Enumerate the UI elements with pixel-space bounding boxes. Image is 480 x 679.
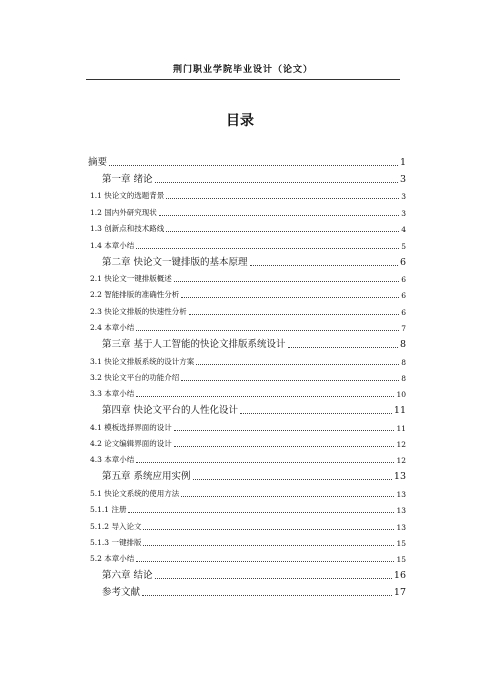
toc-entry-title: 2.1 快论文一键排版概述 — [90, 273, 172, 283]
toc-entry-title: 4.3 本章小结 — [90, 455, 135, 465]
toc-dot-leader — [136, 329, 399, 331]
toc-entry[interactable] — [88, 235, 406, 251]
toc-entry[interactable] — [88, 351, 406, 367]
toc-entry-title: 4.2 论文编辑界面的设计 — [90, 439, 172, 449]
toc-entry[interactable] — [88, 466, 406, 483]
toc-dot-leader — [240, 412, 392, 414]
toc-entry-page-number: 11 — [393, 405, 406, 417]
toc-entry-title: 2.4 本章小结 — [90, 323, 135, 333]
toc-entry-title: 第五章 系统应用实例 — [102, 471, 191, 483]
toc-entry-page-number: 13 — [393, 471, 406, 483]
toc-entry-title: 2.2 智能排版的准确性分析 — [90, 290, 180, 300]
page-title: 目录 — [226, 113, 254, 129]
toc-entry-title: 1.2 国内外研究现状 — [90, 207, 157, 217]
toc-entry-title: 5.1.3 一键排版 — [90, 538, 142, 548]
toc-entry[interactable] — [88, 565, 406, 582]
toc-entry-title: 1.1 快论文的选题背景 — [90, 191, 165, 201]
table-of-contents — [88, 152, 406, 599]
toc-entry-title: 4.1 模板选择界面的设计 — [90, 422, 172, 432]
toc-entry-page-number: 6 — [401, 291, 406, 301]
toc-dot-leader — [143, 544, 394, 546]
toc-entry[interactable] — [88, 202, 406, 218]
toc-entry-title: 1.4 本章小结 — [90, 240, 135, 250]
toc-entry-title: 2.3 快论文排版的快速性分析 — [90, 306, 187, 316]
toc-entry[interactable] — [88, 334, 406, 351]
toc-dot-leader — [155, 181, 398, 183]
toc-entry[interactable] — [88, 483, 406, 499]
toc-dot-leader — [174, 280, 399, 282]
toc-entry-page-number: 3 — [401, 192, 406, 202]
toc-entry-page-number: 10 — [396, 390, 406, 400]
toc-entry-title: 1.3 创新点和技术路线 — [90, 224, 165, 234]
toc-dot-leader — [143, 528, 394, 530]
toc-entry[interactable] — [88, 434, 406, 450]
toc-dot-leader — [193, 478, 392, 480]
toc-entry-page-number: 15 — [396, 555, 406, 565]
toc-entry-title: 第四章 快论文平台的人性化设计 — [102, 405, 239, 417]
toc-dot-leader — [189, 313, 399, 315]
toc-entry-page-number: 8 — [401, 357, 406, 367]
toc-entry[interactable] — [88, 219, 406, 235]
toc-entry-title: 5.1 快论文系统的使用方法 — [90, 488, 180, 498]
toc-dot-leader — [136, 560, 394, 562]
toc-entry[interactable] — [88, 516, 406, 532]
toc-entry-title: 3.2 快论文平台的功能介绍 — [90, 372, 180, 382]
toc-entry[interactable] — [88, 417, 406, 433]
toc-entry-title: 参考文献 — [102, 587, 141, 599]
toc-entry-page-number: 4 — [401, 225, 406, 235]
toc-dot-leader — [174, 429, 395, 431]
toc-entry[interactable] — [88, 318, 406, 334]
toc-dot-leader — [166, 230, 399, 232]
toc-entry-page-number: 8 — [401, 373, 406, 383]
toc-entry-page-number: 12 — [396, 456, 406, 466]
toc-dot-leader — [128, 511, 394, 513]
toc-entry[interactable] — [88, 384, 406, 400]
toc-entry-page-number: 13 — [396, 522, 406, 532]
toc-dot-leader — [250, 264, 398, 266]
toc-entry[interactable] — [88, 169, 406, 186]
toc-entry-title: 5.1.2 导入论文 — [90, 521, 142, 531]
toc-entry-page-number: 6 — [401, 274, 406, 284]
toc-entry-page-number: 16 — [393, 570, 406, 582]
toc-entry-page-number: 6 — [399, 256, 406, 268]
toc-dot-leader — [166, 197, 399, 199]
toc-entry-page-number: 12 — [396, 440, 406, 450]
toc-entry-title: 第二章 快论文一键排版的基本原理 — [102, 256, 248, 268]
toc-entry[interactable] — [88, 450, 406, 466]
toc-entry[interactable] — [88, 533, 406, 549]
toc-entry[interactable] — [88, 301, 406, 317]
toc-dot-leader — [109, 164, 398, 166]
toc-entry-page-number: 8 — [399, 339, 406, 351]
toc-entry[interactable] — [88, 152, 406, 169]
toc-entry-page-number: 6 — [401, 307, 406, 317]
toc-entry[interactable] — [88, 549, 406, 565]
toc-entry-title: 3.1 快论文排版系统的设计方案 — [90, 356, 195, 366]
toc-dot-leader — [181, 495, 394, 497]
toc-dot-leader — [159, 214, 399, 216]
toc-entry[interactable] — [88, 285, 406, 301]
toc-entry-page-number: 15 — [396, 539, 406, 549]
toc-entry[interactable] — [88, 368, 406, 384]
toc-entry-title: 第六章 结论 — [102, 570, 153, 582]
toc-dot-leader — [288, 346, 398, 348]
toc-entry-title: 摘要 — [88, 157, 108, 168]
toc-entry-page-number: 3 — [401, 208, 406, 218]
toc-entry[interactable] — [88, 186, 406, 202]
toc-dot-leader — [181, 296, 399, 298]
toc-entry[interactable] — [88, 400, 406, 417]
toc-entry-page-number: 13 — [396, 489, 406, 499]
toc-entry[interactable] — [88, 252, 406, 269]
toc-entry[interactable] — [88, 269, 406, 285]
toc-entry-page-number: 17 — [393, 587, 406, 599]
toc-dot-leader — [136, 461, 394, 463]
toc-entry-page-number: 11 — [396, 423, 406, 433]
toc-dot-leader — [196, 363, 399, 365]
toc-dot-leader — [174, 445, 395, 447]
toc-entry-title: 3.3 本章小结 — [90, 389, 135, 399]
toc-entry-title: 第一章 绪论 — [102, 174, 153, 185]
toc-entry-page-number: 7 — [401, 324, 406, 334]
header-rule — [86, 79, 400, 80]
toc-entry-page-number: 3 — [399, 174, 406, 185]
toc-dot-leader — [181, 379, 399, 381]
toc-dot-leader — [136, 247, 399, 249]
toc-dot-leader — [155, 577, 392, 579]
toc-entry-title: 第三章 基于人工智能的快论文排版系统设计 — [102, 339, 286, 351]
toc-entry-page-number: 13 — [396, 506, 406, 516]
toc-entry-page-number: 1 — [399, 157, 406, 168]
toc-dot-leader — [142, 594, 392, 596]
toc-entry[interactable] — [88, 500, 406, 516]
toc-entry[interactable] — [88, 582, 406, 599]
toc-entry-title: 5.1.1 注册 — [90, 505, 127, 515]
toc-dot-leader — [136, 395, 394, 397]
toc-entry-page-number: 5 — [401, 241, 406, 251]
toc-entry-title: 5.2 本章小结 — [90, 554, 135, 564]
page-header: 荆门职业学院毕业设计（论文） — [172, 65, 313, 75]
